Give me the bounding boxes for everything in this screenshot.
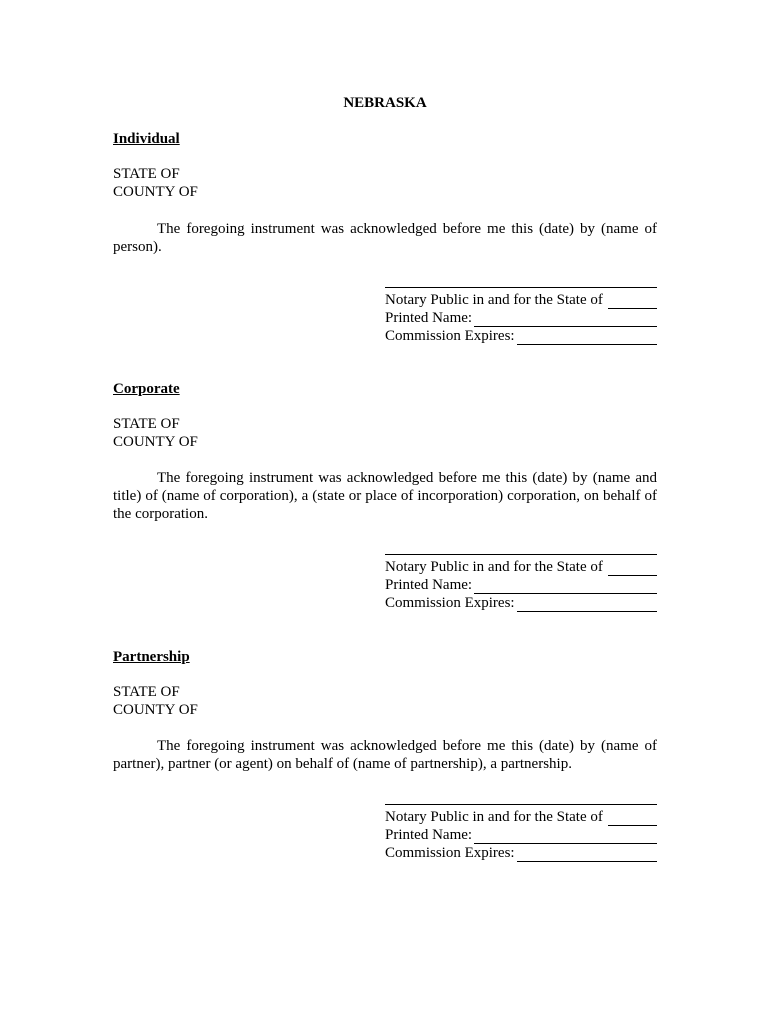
printed-name-label: Printed Name: — [385, 577, 473, 593]
commission-row — [385, 327, 657, 345]
printed-name-label: Printed Name: — [385, 827, 473, 843]
notary-signature-block — [385, 554, 657, 612]
notary-signature-block — [385, 804, 657, 862]
printed-name-field[interactable] — [474, 579, 657, 594]
acknowledgment-paragraph: The foregoing instrument was acknowledged before me this (date) by (name of person). — [113, 221, 657, 255]
signature-line[interactable] — [385, 287, 657, 288]
commission-row — [385, 594, 657, 612]
notary-state-label: Notary Public in and for the State of — [385, 809, 603, 825]
state-of-label: STATE OF — [113, 684, 180, 700]
section-heading: Individual — [113, 131, 180, 147]
notary-state-row — [385, 808, 657, 826]
notary-state-label: Notary Public in and for the State of — [385, 292, 603, 308]
county-of-label: COUNTY OF — [113, 702, 198, 718]
document-title: NEBRASKA — [343, 95, 427, 111]
printed-name-row — [385, 576, 657, 594]
acknowledgment-paragraph: The foregoing instrument was acknowledged before me this (date) by (name of partner), partner (or agent) on behalf of (name of partnership), a partnership. — [113, 738, 657, 772]
notary-state-row — [385, 291, 657, 309]
notary-state-label: Notary Public in and for the State of — [385, 559, 603, 575]
signature-line[interactable] — [385, 804, 657, 805]
signature-line[interactable] — [385, 554, 657, 555]
state-of-label: STATE OF — [113, 166, 180, 182]
printed-name-row — [385, 826, 657, 844]
county-of-label: COUNTY OF — [113, 184, 198, 200]
printed-name-field[interactable] — [474, 829, 657, 844]
notary-state-field[interactable] — [608, 294, 657, 309]
notary-state-field[interactable] — [608, 561, 657, 576]
printed-name-field[interactable] — [474, 312, 657, 327]
notary-state-row — [385, 558, 657, 576]
notary-signature-block — [385, 287, 657, 345]
section-heading: Partnership — [113, 649, 190, 665]
notary-state-field[interactable] — [608, 811, 657, 826]
acknowledgment-paragraph: The foregoing instrument was acknowledged before me this (date) by (name and title) of (name of corporation), a (state or place of incorporation) corporation, on behalf of the corporation. — [113, 470, 657, 522]
commission-label: Commission Expires: — [385, 328, 515, 344]
county-of-label: COUNTY OF — [113, 434, 198, 450]
commission-row — [385, 844, 657, 862]
printed-name-row — [385, 309, 657, 327]
state-of-label: STATE OF — [113, 416, 180, 432]
commission-field[interactable] — [517, 597, 657, 612]
section-heading: Corporate — [113, 381, 180, 397]
commission-field[interactable] — [517, 330, 657, 345]
commission-field[interactable] — [517, 847, 657, 862]
commission-label: Commission Expires: — [385, 845, 515, 861]
printed-name-label: Printed Name: — [385, 310, 473, 326]
commission-label: Commission Expires: — [385, 595, 515, 611]
